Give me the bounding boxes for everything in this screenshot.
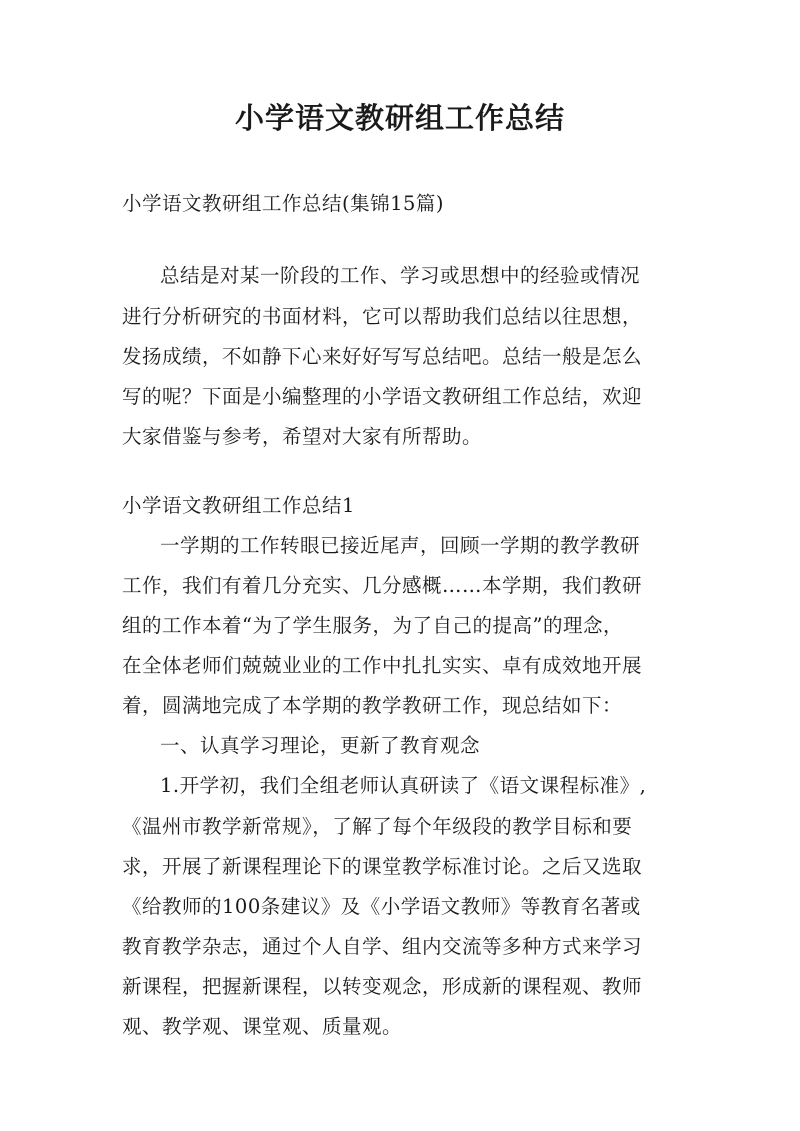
intro-line: 进行分析研究的书面材料，它可以帮助我们总结以往思想， (122, 305, 643, 328)
paragraph-line: 《给教师的100条建议》及《小学语文教师》等教育名著或 (122, 895, 641, 918)
intro-line: 发扬成绩，不如静下心来好好写写总结吧。总结一般是怎么 (122, 345, 643, 368)
paragraph-line: 工作，我们有着几分充实、几分感概……本学期，我们教研 (122, 574, 643, 597)
intro-line: 大家借鉴与参考，希望对大家有所帮助。 (122, 425, 483, 448)
document-title: 小学语文教研组工作总结 (234, 101, 565, 135)
paragraph-line: 组的工作本着“为了学生服务，为了自己的提高”的理念， (122, 614, 623, 637)
paragraph-line: 着，圆满地完成了本学期的教学教研工作，现总结如下： (122, 694, 623, 717)
paragraph-line: 一学期的工作转眼已接近尾声，回顾一学期的教学教研 (160, 534, 641, 557)
paragraph-line: 观、教学观、课堂观、质量观。 (122, 1015, 403, 1038)
paragraph-line: 新课程，把握新课程，以转变观念，形成新的课程观、教师 (122, 975, 643, 998)
intro-line: 总结是对某一阶段的工作、学习或思想中的经验或情况 (160, 264, 641, 287)
paragraph-line: 求，开展了新课程理论下的课堂教学标准讨论。之后又选取 (122, 855, 643, 878)
paragraph-line: 《温州市教学新常规》，了解了每个年级段的教学目标和要 (122, 815, 633, 838)
intro-line: 写的呢？下面是小编整理的小学语文教研组工作总结，欢迎 (122, 385, 643, 408)
paragraph-line: 教育教学杂志，通过个人自学、组内交流等多种方式来学习 (122, 935, 643, 958)
point-heading: 一、认真学习理论，更新了教育观念 (160, 734, 481, 757)
document-subtitle: 小学语文教研组工作总结(集锦15篇) (122, 192, 445, 215)
paragraph-line: 1.开学初，我们全组老师认真研读了《语文课程标准》, (160, 774, 647, 797)
section-heading: 小学语文教研组工作总结1 (122, 494, 355, 517)
paragraph-line: 在全体老师们兢兢业业的工作中扎扎实实、卓有成效地开展 (122, 654, 643, 677)
